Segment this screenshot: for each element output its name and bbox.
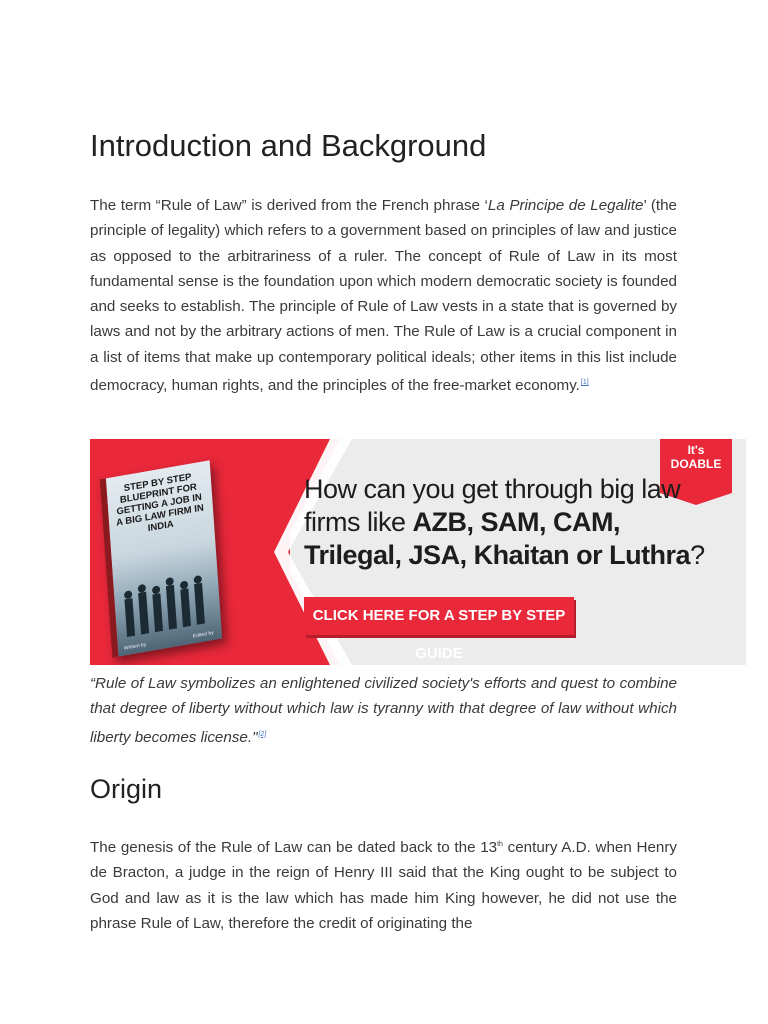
step-by-step-guide-button[interactable]: CLICK HERE FOR A STEP BY STEP GUIDE [304,597,574,635]
headline-prefix: How can you get through big law firms like [304,474,681,537]
origin-text-b: century A.D. when Henry de Bracton, a judge in the reign of Henry III said that the King ought to be subject to God and law as it is the law which has made him King however, he did not use the phrase Rule of Law, therefore the credit of originating the [90,839,677,932]
intro-text-a: The term “Rule of Law” is derived from the French phrase ‘ [90,197,488,214]
headline-suffix: ? [690,540,705,570]
footnote-link-1[interactable]: [1] [580,379,589,387]
intro-heading: Introduction and Background [90,128,487,163]
badge-line-1: It's [687,443,705,457]
book-title: STEP BY STEP BLUEPRINT FOR GETTING A JOB IN A BIG LAW FIRM IN INDIA [115,471,205,535]
book-author-left: Written by [123,641,147,652]
origin-heading: Origin [90,774,163,804]
banner-headline [304,473,724,572]
origin-paragraph [90,832,677,936]
footnote-link-2[interactable]: [2] [258,730,267,738]
people-silhouettes-icon [117,562,215,638]
quote-text: “Rule of Law symbolizes an enlightened civilized society's efforts and quest to combine that degree of liberty without which law is tyranny with that degree of law without which liberty becomes license." [90,675,677,746]
book-cover-image [100,460,222,657]
headline-firms: AZB, SAM, CAM, Trilegal, JSA, Khaitan or Luthra [304,507,691,570]
book-author-right: Edited by [192,630,214,640]
ad-banner[interactable] [90,439,746,665]
intro-paragraph [90,193,677,398]
intro-text-italic: La Principe de Legalite [487,197,644,214]
origin-text-a: The genesis of the Rule of Law can be dated back to the 13 [90,839,498,857]
quote-paragraph [90,671,677,750]
origin-ordinal: th [497,841,503,848]
badge-line-2: DOABLE [670,457,722,471]
intro-text-b: ’ (the principle of legality) which refers to a government based on principles of law and justice as opposed to the arbitrariness of a ruler. The concept of Rule of Law in its most fundamental sense is the foundation upon which modern democratic society is founded and seeks to establish. The principle of Rule of Law vests in a state that is governed by laws and not by the arbitrary actions of men. The Rule of Law is a crucial component in a list of items that make up contemporary political ideals; other items in this list include democracy, human rights, and the principles of the free-market economy. [90,197,678,395]
